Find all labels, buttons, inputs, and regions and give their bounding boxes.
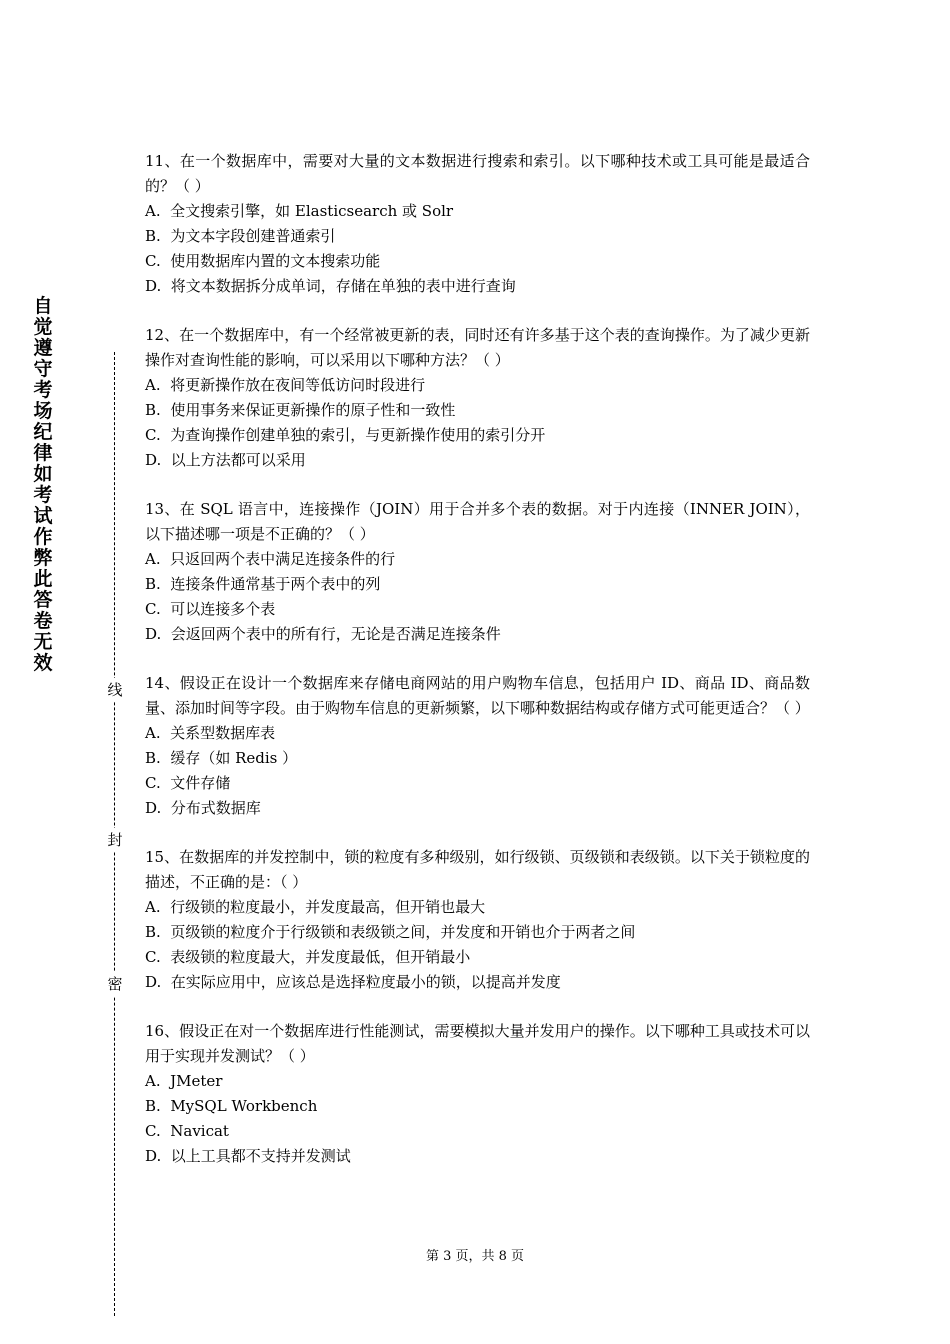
option-c: C. 为查询操作创建单独的索引，与更新操作使用的索引分开 (145, 426, 546, 444)
question-stem: 11、在一个数据库中，需要对大量的文本数据进行搜索和索引。以下哪种技术或工具可能是最适合的？（ ） (145, 152, 810, 195)
option-d: D. 会返回两个表中的所有行，无论是否满足连接条件 (145, 625, 501, 643)
exam-discipline-notice: 自觉遵守考场纪律如考试作弊此答卷无效 (33, 295, 53, 674)
question-14 (145, 671, 810, 821)
option-c: C. Navicat (145, 1122, 229, 1140)
option-c: C. 使用数据库内置的文本搜索功能 (145, 252, 381, 270)
binding-label-line: 线 (105, 678, 125, 702)
option-a: A. 关系型数据库表 (145, 724, 276, 742)
option-a: A. 只返回两个表中满足连接条件的行 (145, 550, 396, 568)
option-b: B. 使用事务来保证更新操作的原子性和一致性 (145, 401, 456, 419)
question-stem: 16、假设正在对一个数据库进行性能测试，需要模拟大量并发用户的操作。以下哪种工具或技术可以用于实现并发测试？（ ） (145, 1022, 810, 1065)
option-d: D. 以上工具都不支持并发测试 (145, 1147, 351, 1165)
option-b: B. 页级锁的粒度介于行级锁和表级锁之间，并发度和开销也介于两者之间 (145, 923, 636, 941)
question-list (145, 149, 810, 1193)
option-b: B. 缓存（如 Redis ） (145, 749, 298, 767)
option-a: A. 行级锁的粒度最小，并发度最高，但开销也最大 (145, 898, 486, 916)
question-11 (145, 149, 810, 299)
binding-label-seal: 封 (105, 828, 125, 852)
option-d: D. 分布式数据库 (145, 799, 261, 817)
option-d: D. 以上方法都可以采用 (145, 451, 306, 469)
option-d: D. 在实际应用中，应该总是选择粒度最小的锁，以提高并发度 (145, 973, 561, 991)
question-15 (145, 845, 810, 995)
question-12 (145, 323, 810, 473)
option-a: A. JMeter (145, 1072, 223, 1090)
question-stem: 13、在 SQL 语言中，连接操作（JOIN）用于合并多个表的数据。对于内连接（INNER JOIN），以下描述哪一项是不正确的？（ ） (145, 500, 810, 543)
option-b: B. 为文本字段创建普通索引 (145, 227, 336, 245)
question-13 (145, 497, 810, 647)
option-d: D. 将文本数据拆分成单词，存储在单独的表中进行查询 (145, 277, 516, 295)
option-b: B. MySQL Workbench (145, 1097, 318, 1115)
option-c: C. 表级锁的粒度最大，并发度最低，但开销最小 (145, 948, 471, 966)
option-c: C. 文件存储 (145, 774, 231, 792)
option-c: C. 可以连接多个表 (145, 600, 276, 618)
question-16 (145, 1019, 810, 1169)
binding-label-secret: 密 (105, 972, 125, 996)
question-stem: 15、在数据库的并发控制中，锁的粒度有多种级别，如行级锁、页级锁和表级锁。以下关于锁粒度的描述，不正确的是：（ ） (145, 848, 810, 891)
question-stem: 14、假设正在设计一个数据库来存储电商网站的用户购物车信息，包括用户 ID、商品 ID、商品数量、添加时间等字段。由于购物车信息的更新频繁，以下哪种数据结构或存储方式可能更适合？（ ） (145, 674, 810, 717)
option-b: B. 连接条件通常基于两个表中的列 (145, 575, 381, 593)
page-footer: 第 3 页，共 8 页 (425, 1249, 525, 1264)
option-a: A. 将更新操作放在夜间等低访问时段进行 (145, 376, 426, 394)
question-stem: 12、在一个数据库中，有一个经常被更新的表，同时还有许多基于这个表的查询操作。为了减少更新操作对查询性能的影响，可以采用以下哪种方法？（ ） (145, 326, 810, 369)
option-a: A. 全文搜索引擎，如 Elasticsearch 或 Solr (145, 202, 454, 220)
